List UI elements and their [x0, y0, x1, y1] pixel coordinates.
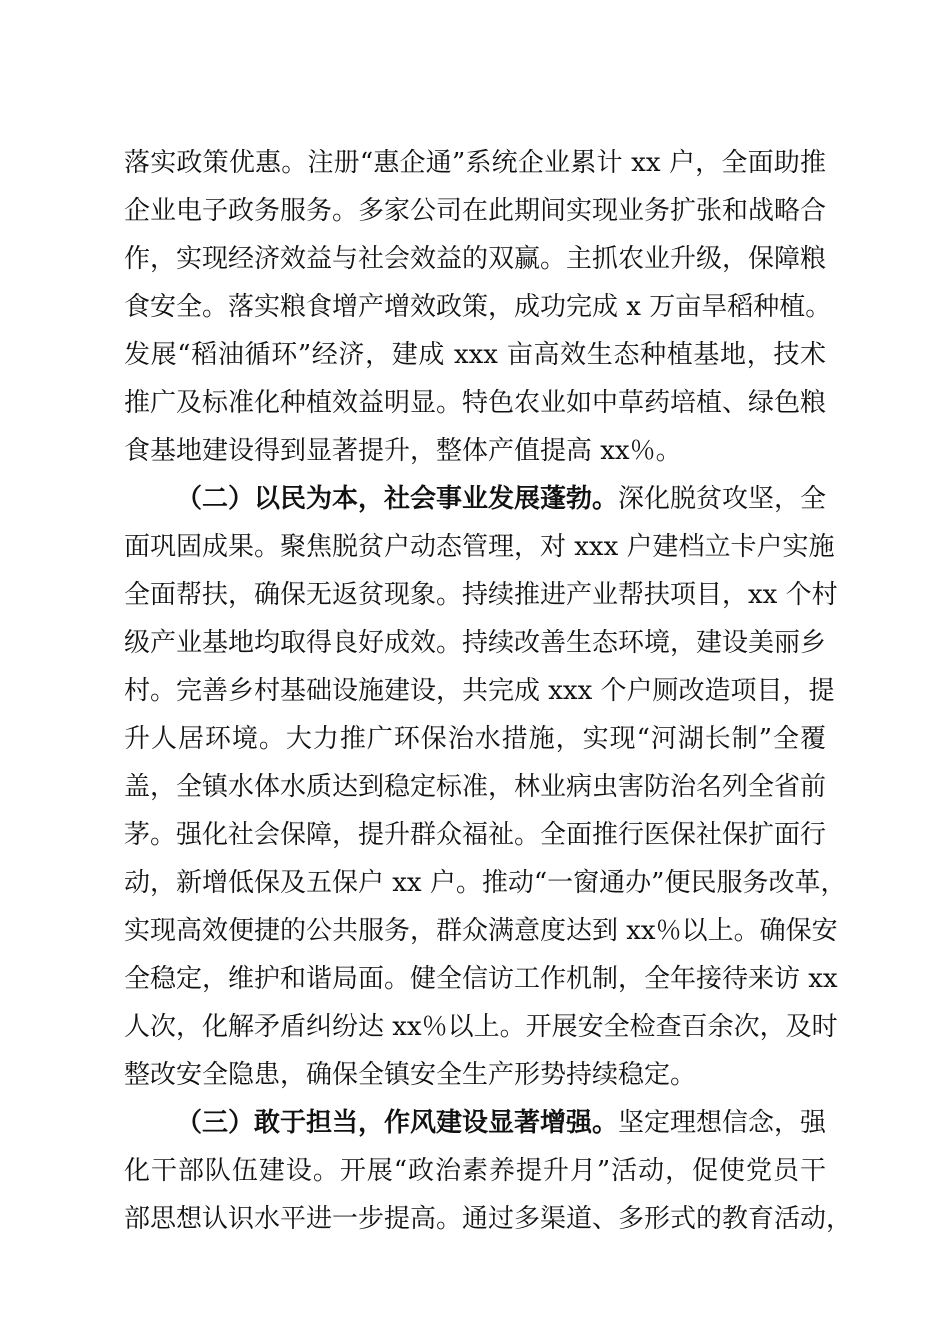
paragraph-2-line-10: 实现高效便捷的公共服务，群众满意度达到 xx％以上。确保安	[124, 916, 838, 946]
paragraph-2-line-6: 升人居环境。大力推广环保治水措施，实现“河湖长制”全覆	[124, 724, 826, 754]
paragraph-1-line-1: 落实政策优惠。注册“惠企通”系统企业累计 xx 户，全面助推	[124, 148, 826, 178]
paragraph-2-line-12: 人次，化解矛盾纠纷达 xx％以上。开展安全检查百余次，及时	[124, 1012, 838, 1042]
paragraph-3-line-1-text: 坚定理想信念，强	[618, 1108, 827, 1138]
paragraph-2-line-8: 茅。强化社会保障，提升群众福祉。全面推行医保社保扩面行	[124, 820, 827, 850]
paragraph-2-line-5: 村。完善乡村基础设施建设，共完成 xxx 个户厕改造项目，提	[124, 676, 835, 706]
paragraph-2-line-4: 级产业基地均取得良好成效。持续改善生态环境，建设美丽乡	[124, 628, 827, 658]
paragraph-1-line-6: 推广及标准化种植效益明显。特色农业如中草药培植、绿色粮	[124, 388, 827, 418]
paragraph-2-line-7: 盖，全镇水体水质达到稳定标准，林业病虫害防治名列全省前	[124, 772, 827, 802]
paragraph-2-line-11: 全稳定，维护和谐局面。健全信访工作机制，全年接待来访 xx	[124, 964, 838, 994]
section-heading-3: （三）敢于担当，作风建设显著增强。	[176, 1108, 619, 1138]
paragraph-2-line-13: 整改安全隐患，确保全镇安全生产形势持续稳定。	[124, 1060, 697, 1090]
paragraph-3-line-2: 化干部队伍建设。开展“政治素养提升月”活动，促使党员干	[124, 1156, 826, 1186]
paragraph-3-line-3: 部思想认识水平进一步提高。通过多渠道、多形式的教育活动，	[124, 1204, 853, 1234]
section-heading-2: （二）以民为本，社会事业发展蓬勃。	[176, 484, 619, 514]
paragraph-2-line-9: 动，新增低保及五保户 xx 户。推动“一窗通办”便民服务改革，	[124, 868, 847, 898]
paragraph-2-line-2: 面巩固成果。聚焦脱贫户动态管理，对 xxx 户建档立卡户实施	[124, 532, 835, 562]
paragraph-1-line-4: 食安全。落实粮食增产增效政策，成功完成 x 万亩旱稻种植。	[124, 292, 832, 322]
paragraph-1-line-7: 食基地建设得到显著提升，整体产值提高 xx％。	[124, 436, 682, 466]
paragraph-2-line-3: 全面帮扶，确保无返贫现象。持续推进产业帮扶项目，xx 个村	[124, 580, 838, 610]
paragraph-1-line-5: 发展“稻油循环”经济，建成 xxx 亩高效生态种植基地，技术	[124, 340, 826, 370]
paragraph-3-line-1	[124, 1105, 826, 1141]
paragraph-2-line-1-text: 深化脱贫攻坚，全	[618, 484, 827, 514]
paragraph-1-line-2: 企业电子政务服务。多家公司在此期间实现业务扩张和战略合	[124, 196, 827, 226]
paragraph-2-line-1	[124, 481, 826, 517]
paragraph-1-line-3: 作，实现经济效益与社会效益的双赢。主抓农业升级，保障粮	[124, 244, 827, 274]
